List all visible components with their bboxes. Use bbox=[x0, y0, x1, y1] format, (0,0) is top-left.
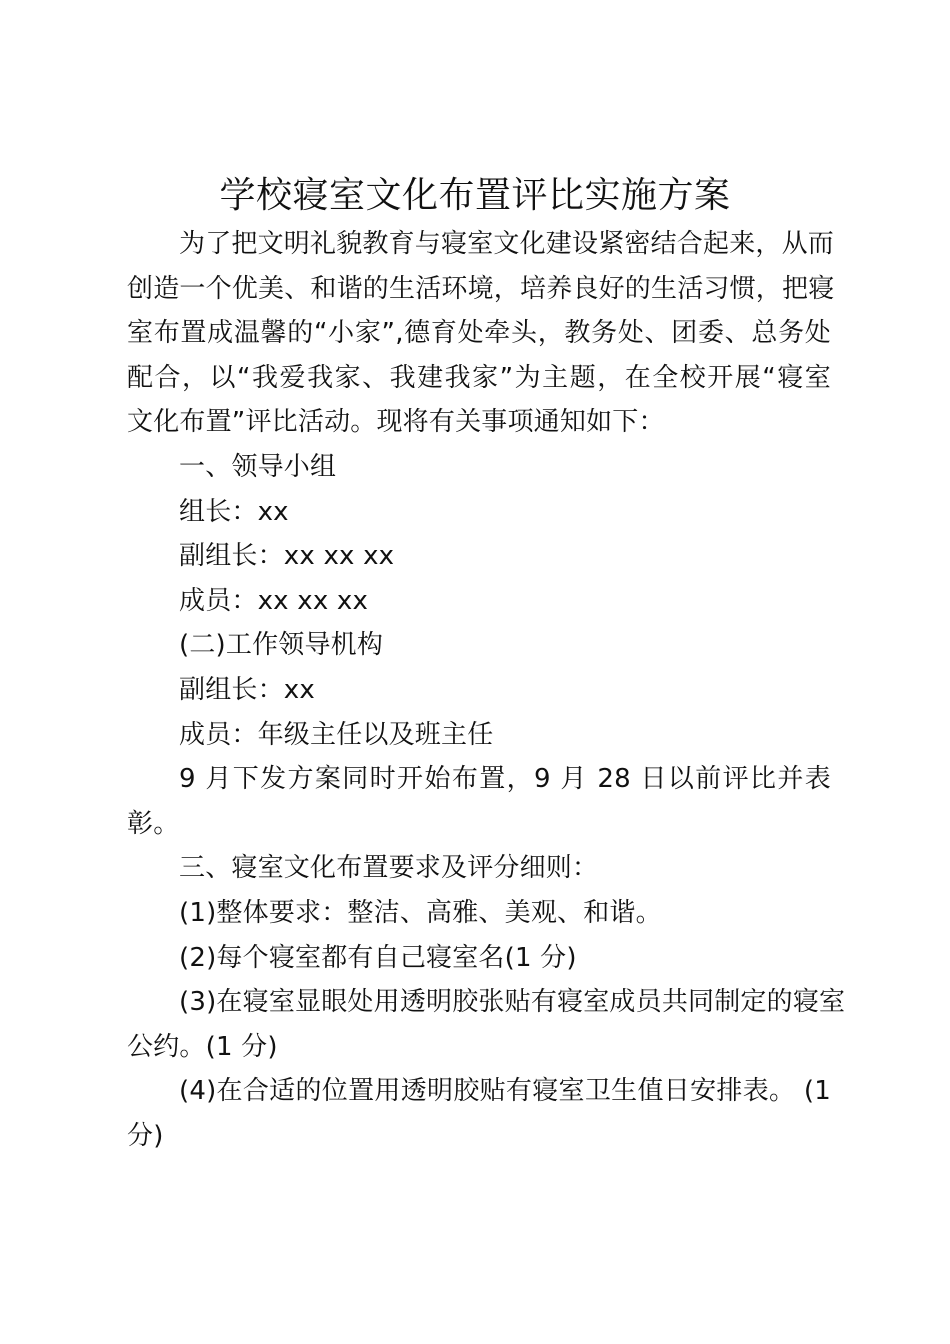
intro-paragraph bbox=[127, 222, 835, 445]
requirement-3-line-1: (3)在寝室显眼处用透明胶张贴有寝室成员共同制定的寝室 bbox=[179, 987, 846, 1018]
intro-line-1: 为了把文明礼貌教育与寝室文化建设紧密结合起来，从而 bbox=[179, 229, 835, 259]
section2-members-line: 成员：年级主任以及班主任 bbox=[179, 719, 494, 750]
intro-line-3: 室布置成温馨的“小家”,德育处牵头，教务处、团委、总务处 bbox=[127, 318, 831, 349]
schedule-line: 9 月下发方案同时开始布置，9 月 28 日以前评比并表彰。 bbox=[127, 764, 831, 839]
section3-heading: 三、寝室文化布置要求及评分细则： bbox=[179, 853, 599, 884]
section2-deputy-line: 副组长：xx bbox=[179, 674, 315, 705]
requirement-4 bbox=[127, 1069, 831, 1158]
requirement-1: (1)整体要求：整洁、高雅、美观、和谐。 bbox=[179, 897, 662, 928]
requirement-4-line-2: 分) bbox=[127, 1120, 164, 1151]
section2-heading: (二)工作领导机构 bbox=[179, 630, 384, 661]
requirement-4-line-1: (4)在合适的位置用透明胶贴有寝室卫生值日安排表。 (1 bbox=[179, 1076, 831, 1107]
intro-line-2: 创造一个优美、和谐的生活环境，培养良好的生活习惯，把寝 bbox=[127, 273, 835, 304]
members-line: 成员：xx xx xx bbox=[179, 585, 369, 616]
requirement-2: (2)每个寝室都有自己寝室名(1 分) bbox=[179, 942, 577, 973]
requirement-3-line-2: 公约。(1 分) bbox=[127, 1031, 278, 1062]
section1-heading: 一、领导小组 bbox=[179, 451, 337, 482]
requirement-3 bbox=[127, 980, 846, 1069]
document-body bbox=[127, 222, 846, 1158]
document-title: 学校寝室文化布置评比实施方案 bbox=[219, 175, 731, 216]
leader-line: 组长：xx bbox=[179, 496, 289, 527]
intro-line-5: 文化布置”评比活动。现将有关事项通知如下： bbox=[127, 407, 665, 438]
intro-line-4: 配合，以“我爱我家、我建我家”为主题，在全校开展“寝室 bbox=[127, 362, 831, 393]
deputy-leaders-line: 副组长：xx xx xx bbox=[179, 541, 395, 572]
